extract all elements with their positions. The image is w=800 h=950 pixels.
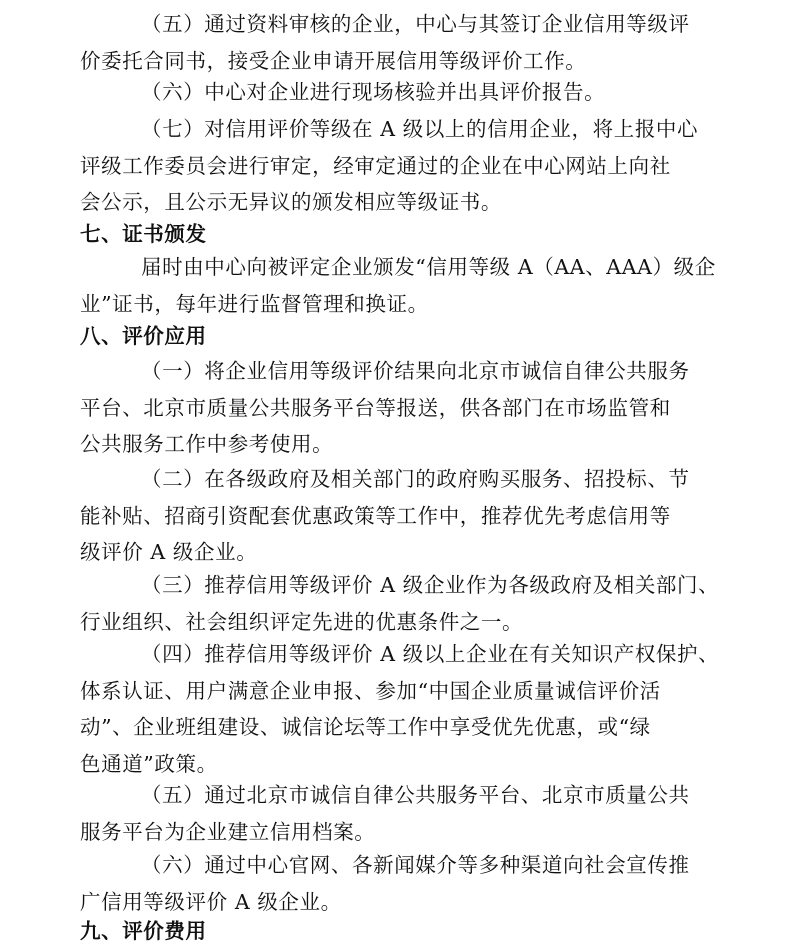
text-line: （三）推荐信用等级评价 A 级企业作为各级政府及相关部门、 bbox=[141, 573, 720, 597]
text-line: 届时由中心向被评定企业颁发“信用等级 A（AA、AAA）级企 bbox=[141, 255, 716, 279]
paragraph-app-5 bbox=[80, 777, 720, 850]
paragraph-app-3 bbox=[80, 567, 720, 640]
text-line: （一）将企业信用等级评价结果向北京市诚信自律公共服务 bbox=[141, 359, 690, 383]
text-line: 色通道”政策。 bbox=[80, 751, 218, 776]
text-line: （五）通过北京市诚信自律公共服务平台、北京市质量公共 bbox=[141, 783, 690, 807]
text-line: （四）推荐信用等级评价 A 级以上企业在有关知识产权保护、 bbox=[141, 642, 720, 666]
paragraph-5-contract bbox=[80, 6, 720, 79]
paragraph-app-6 bbox=[80, 847, 720, 920]
paragraph-7-review bbox=[80, 111, 720, 221]
text-line: （六）中心对企业进行现场核验并出具评价报告。 bbox=[141, 80, 606, 104]
section-heading-9 bbox=[80, 913, 207, 950]
text-line: 会公示，且公示无异议的颁发相应等级证书。 bbox=[80, 190, 502, 215]
paragraph-6-verification bbox=[80, 74, 720, 111]
text-line: 广信用等级评价 A 级企业。 bbox=[80, 889, 342, 914]
text-line: 业”证书，每年进行监督管理和换证。 bbox=[80, 291, 429, 316]
text-line: （七）对信用评价等级在 A 级以上的信用企业，将上报中心 bbox=[141, 117, 699, 141]
text-line: （五）通过资料审核的企业，中心与其签订企业信用等级评 bbox=[141, 12, 690, 36]
text-line: 能补贴、招商引资配套优惠政策等工作中，推荐优先考虑信用等 bbox=[80, 503, 671, 528]
text-line: 级评价 A 级企业。 bbox=[80, 540, 258, 565]
text-line: 体系认证、用户满意企业申报、参加“中国企业质量诚信评价活 bbox=[80, 678, 661, 703]
paragraph-app-1 bbox=[80, 353, 720, 463]
heading-text: 七、证书颁发 bbox=[80, 222, 207, 246]
paragraph-certificate bbox=[80, 249, 720, 322]
text-line: 服务平台为企业建立信用档案。 bbox=[80, 819, 376, 844]
paragraph-app-4 bbox=[80, 636, 720, 782]
heading-text: 九、评价费用 bbox=[80, 919, 207, 943]
text-line: 动”、企业班组建设、诚信论坛等工作中享受优先优惠，或“绿 bbox=[80, 715, 651, 740]
text-line: （二）在各级政府及相关部门的政府购买服务、招投标、节 bbox=[141, 467, 690, 491]
section-heading-7 bbox=[80, 216, 207, 253]
heading-text: 八、评价应用 bbox=[80, 324, 207, 348]
text-line: 行业组织、社会组织评定先进的优惠条件之一。 bbox=[80, 609, 524, 634]
text-line: 公共服务工作中参考使用。 bbox=[80, 432, 334, 457]
text-line: 价委托合同书，接受企业申请开展信用等级评价工作。 bbox=[80, 48, 587, 73]
section-heading-8 bbox=[80, 318, 207, 355]
text-line: 平台、北京市质量公共服务平台等报送，供各部门在市场监管和 bbox=[80, 395, 671, 420]
paragraph-app-2 bbox=[80, 461, 720, 571]
text-line: （六）通过中心官网、各新闻媒介等多种渠道向社会宣传推 bbox=[141, 853, 690, 877]
text-line: 评级工作委员会进行审定，经审定通过的企业在中心网站上向社 bbox=[80, 153, 671, 178]
